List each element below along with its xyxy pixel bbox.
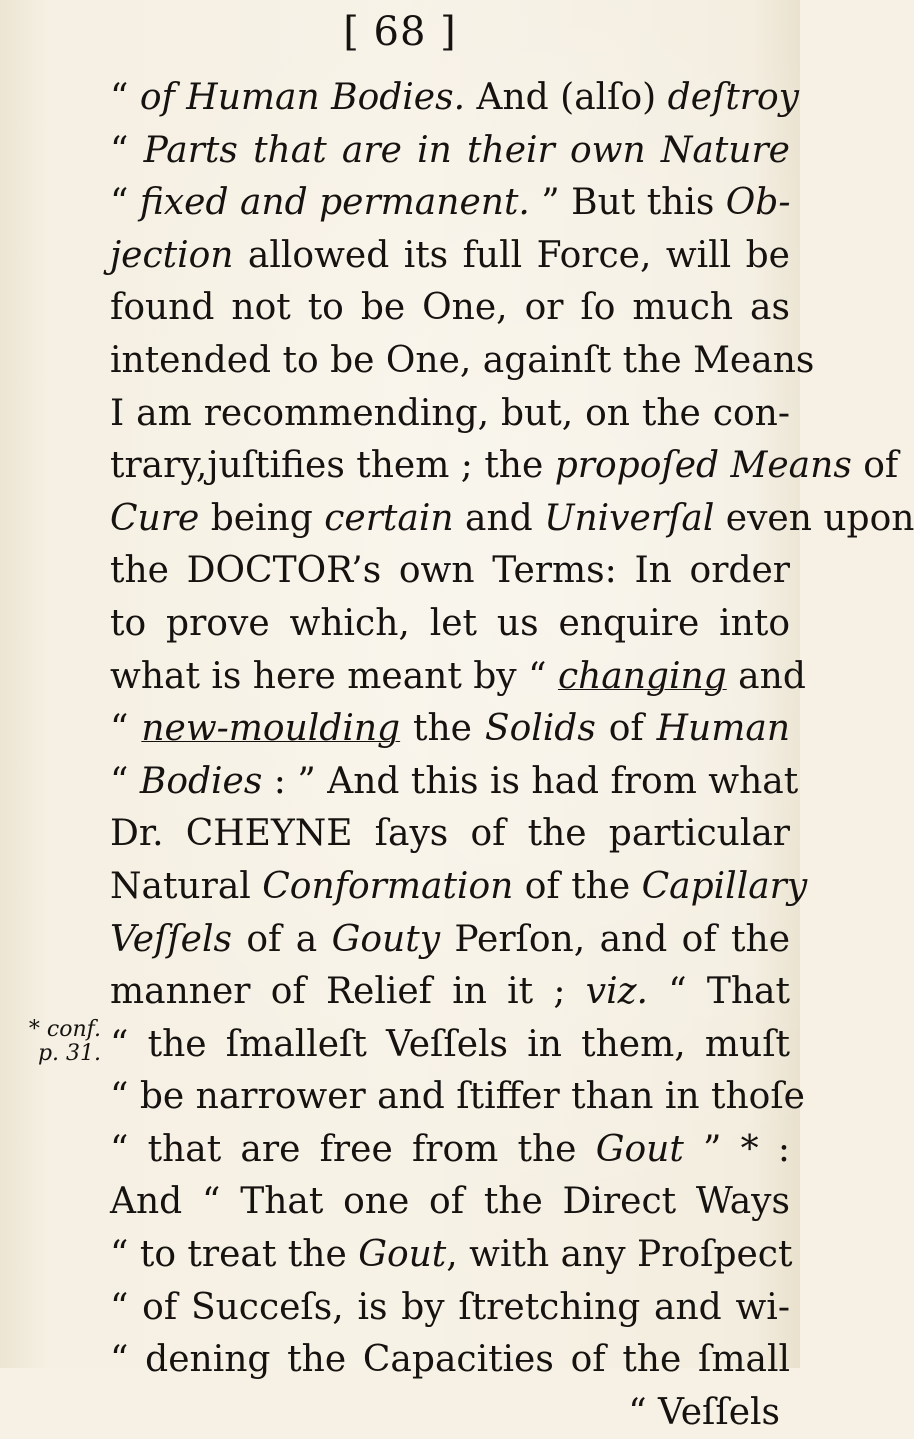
margin-note-line-2: p. 31.	[37, 1041, 101, 1066]
catchword: “ Veſſels	[628, 1391, 780, 1433]
text-line-24: “ of Succeſs, is by ſtretching and wi-	[110, 1286, 790, 1328]
text-line-19: “ the ſmalleſt Veſſels in them, muſt	[110, 1023, 790, 1065]
text-line-25: “ dening the Capacities of the ſmall	[110, 1339, 790, 1381]
margin-note-line-1: * conf.	[28, 1017, 101, 1042]
text-line-1: “ of Human Bodies. And (alſo) deſtroy	[110, 77, 800, 118]
text-line-21: “ that are free from the Gout ” * :	[110, 1128, 790, 1170]
text-line-16: Natural Conformation of the Capillary	[110, 865, 808, 907]
text-line-5: found not to be One, or ſo much as	[110, 287, 790, 329]
margin-note	[6, 1018, 101, 1066]
text-line-12: what is here meant by “ changing and	[110, 655, 806, 697]
text-line-10: the DOCTOR’s own Terms: In order	[110, 550, 790, 592]
text-line-3: “ fixed and permanent. ” But this Ob-	[110, 182, 791, 224]
text-line-13: “ new-moulding the Solids of Human	[110, 708, 791, 750]
text-line-9: Cure being certain and Univerſal even upon	[110, 497, 914, 539]
body-text	[110, 72, 914, 1439]
page-number: [ 68 ]	[343, 9, 457, 55]
text-line-23: “ to treat the Gout, with any Proſpect	[110, 1234, 793, 1276]
text-line-20: “ be narrower and ſtiffer than in thoſe	[110, 1076, 805, 1118]
text-line-7: I am recommending, but, on the con-	[110, 392, 790, 434]
text-line-15: Dr. CHEYNE ſays of the particular	[110, 813, 790, 855]
text-line-17: Veſſels of a Gouty Perſon, and of the	[110, 918, 791, 960]
text-line-2: “ Parts that are in their own Nature	[110, 129, 790, 171]
text-line-6: intended to be One, againſt the Means	[110, 339, 815, 381]
text-line-14: “ Bodies : ” And this is had from what	[110, 760, 799, 802]
text-line-8: trary,juſtifies them ; the propoſed Means of	[110, 445, 899, 487]
text-line-4: jection allowed its full Force, will be	[110, 234, 790, 276]
text-line-11: to prove which, let us enquire into	[110, 602, 790, 644]
text-line-22: And “ That one of the Direct Ways	[110, 1181, 790, 1223]
text-line-18: manner of Relief in it ; viz. “ That	[110, 971, 790, 1013]
